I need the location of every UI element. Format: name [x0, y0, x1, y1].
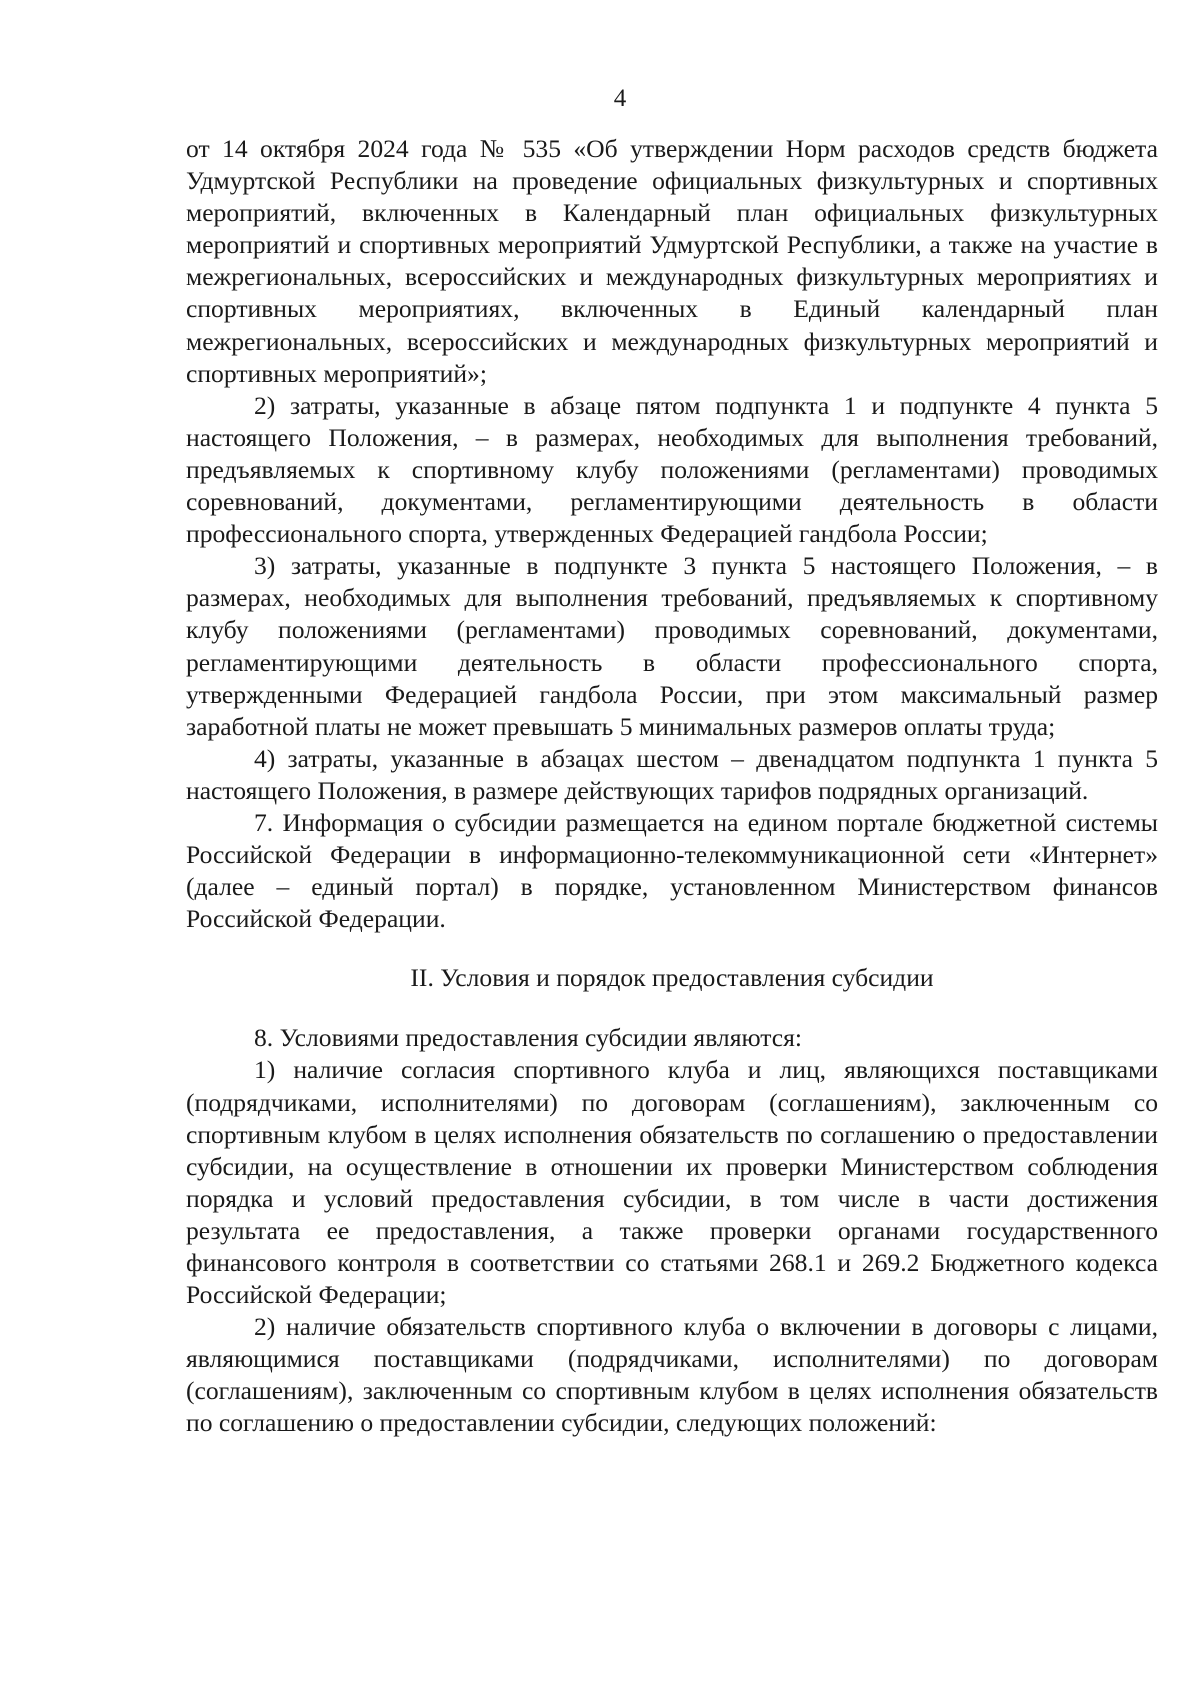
paragraph-continuation: от 14 октября 2024 года № 535 «Об утверждении Норм расходов средств бюджета Удмуртской Республики на проведение официальных физкультурных и спортивных мероприятий, включенных в Календарный план официальных физкультурных мероприятий и спортивных мероприятий Удмуртской Республики, а также на участие в межрегиональных, всероссийских и международных физкультурных мероприятиях и спортивных мероприятиях, включенных в Единый календарный план межрегиональных, всероссийских и международных физкультурных мероприятий и спортивных мероприятий»; — [186, 134, 1158, 388]
page-number: 4 — [613, 85, 627, 112]
paragraph-item-4: 4) затраты, указанные в абзацах шестом – двенадцатом подпункта 1 пункта 5 настоящего Положения, в размере действующих тарифов подрядных организаций. — [186, 743, 1158, 805]
paragraph-item-3: 3) затраты, указанные в подпункте 3 пункта 5 настоящего Положения, – в размерах, необходимых для выполнения требований, предъявляемых к спортивному клубу положениями (регламентами) проводимых соревнований, документами, регламентирующими деятельность в области профессионального спорта, утвержденными Федерацией гандбола России, при этом максимальный размер заработной платы не может превышать 5 минимальных размеров оплаты труда; — [186, 551, 1158, 741]
paragraph-condition-1: 1) наличие согласия спортивного клуба и лиц, являющихся поставщиками (подрядчиками, исполнителями) по договорам (соглашениям), заключенным со спортивным клубом в целях исполнения обязательств по соглашению о предоставлении субсидии, на осуществление в отношении их проверки Министерством соблюдения порядка и условий предоставления субсидии, в том числе в части достижения результата ее предоставления, а также проверки органами государственного финансового контроля в соответствии со статьями 268.1 и 269.2 Бюджетного кодекса Российской Федерации; — [186, 1055, 1158, 1310]
paragraph-clause-8: 8. Условиями предоставления субсидии являются: — [254, 1023, 803, 1053]
document-body — [186, 133, 1158, 1440]
paragraph-item-2: 2) затраты, указанные в абзаце пятом подпункта 1 и подпункте 4 пункта 5 настоящего Положения, – в размерах, необходимых для выполнения требований, предъявляемых к спортивному клубу положениями (регламентами) проводимых соревнований, документами, регламентирующими деятельность в области профессионального спорта, утвержденных Федерацией гандбола России; — [186, 390, 1158, 549]
paragraph-condition-2: 2) наличие обязательств спортивного клуба о включении в договоры с лицами, являющимися поставщиками (подрядчиками, исполнителями) по договорам (соглашениям), заключенным со спортивным клубом в целях исполнения обязательств по соглашению о предоставлении субсидии, следующих положений: — [186, 1312, 1158, 1438]
section-heading: II. Условия и порядок предоставления субсидии — [410, 963, 934, 993]
paragraph-clause-7: 7. Информация о субсидии размещается на едином портале бюджетной системы Российской Федерации в информационно-телекоммуникационной сети «Интернет» (далее – единый портал) в порядке, установленном Министерством финансов Российской Федерации. — [186, 807, 1158, 934]
